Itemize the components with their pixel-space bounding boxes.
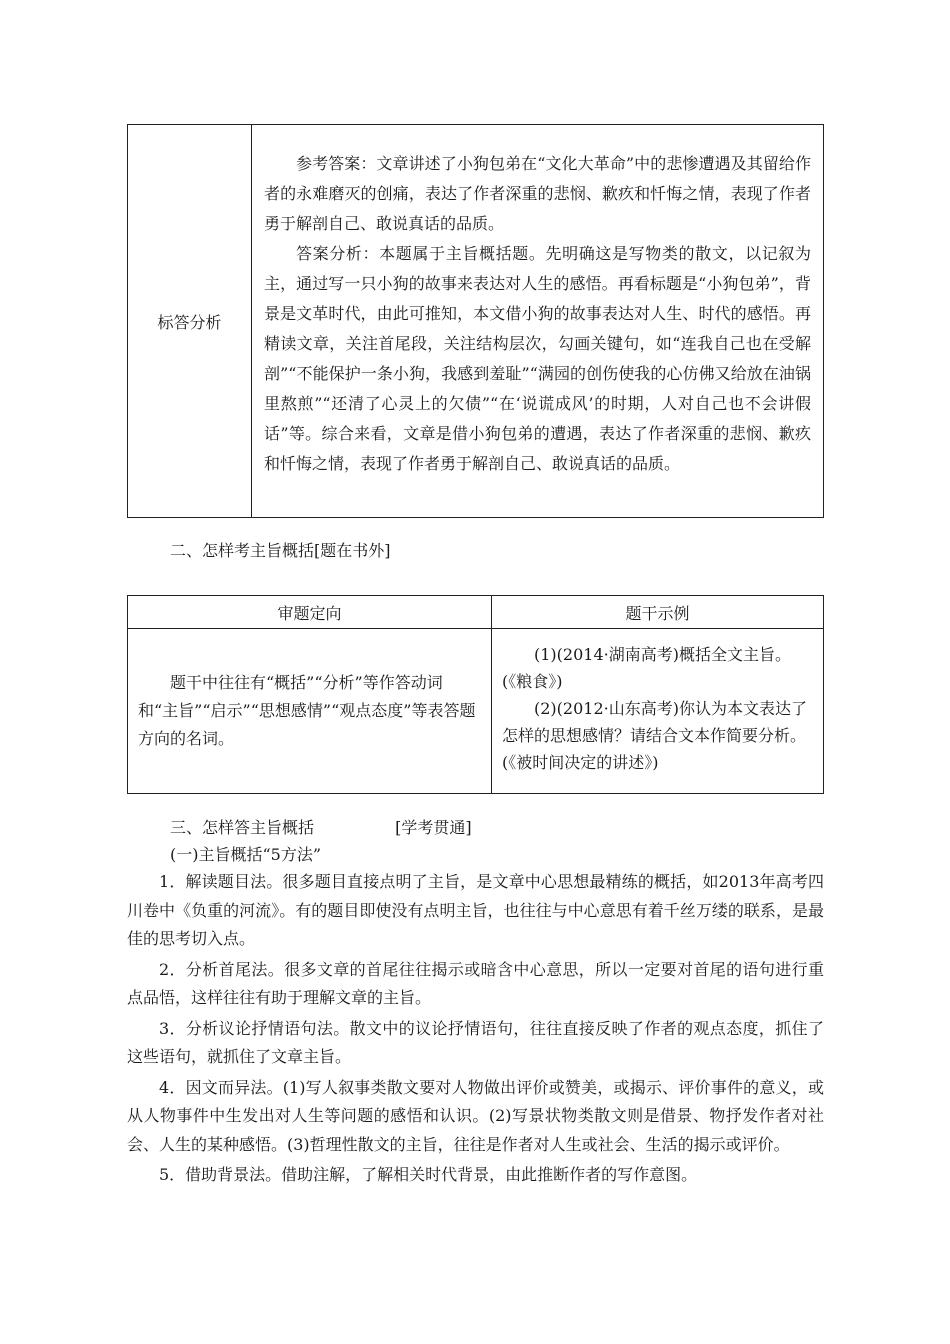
method-2: 2．分析首尾法。很多文章的首尾往往揭示或暗含中心意思，所以一定要对首尾的语句进行重点品悟，这样往往有助于理解文章的主旨。: [127, 959, 824, 1007]
method-5: 5．借助背景法。借助注解，了解相关时代背景，由此推断作者的写作意图。: [159, 1165, 698, 1184]
row-label: 标答分析: [128, 125, 252, 518]
answer-cell: [252, 125, 824, 518]
example-2: (2)(2012·山东高考)你认为本文表达了怎样的思想感情？请结合文本作简要分析。: [502, 699, 807, 745]
header-right: 题干示例: [492, 596, 824, 629]
examples-cell: [492, 629, 824, 794]
direction-cell: [128, 629, 492, 794]
method-4: 4．因文而异法。(1)写人叙事类散文要对人物做出评价或赞美，或揭示、评价事件的意义，或从人物事件中生发出对人生等问题的感悟和认识。(2)写景状物类散文则是借景、物抒发作者对社会、人生的某种感悟。(3)哲理性散文的主旨，往往是作者对人生或社会、生活的揭示或评价。: [127, 1077, 824, 1154]
header-left: 审题定向: [128, 596, 492, 629]
answer-analysis: 答案分析：本题属于主旨概括题。先明确这是写物类的散文，以记叙为主，通过写一只小狗的故事来表达对人生的感悟。再看标题是“小狗包弟”，背景是文革时代，由此可推知，本文借小狗的故事表达对人生、时代的感悟。再精读文章，关注首尾段，关注结构层次，勾画关键句，如“连我自己也在受解剖”“不能保护一条小狗，我感到羞耻”“满园的创伤使我的心仿佛又给放在油锅里熬煎”“还清了心灵上的欠债”“在‘说谎成风’的时期，人对自己也不会讲假话”等。综合来看，文章是借小狗包弟的遭遇，表达了作者深重的悲悯、歉疚和忏悔之情，表现了作者勇于解剖自己、敢说真话的品质。: [264, 244, 811, 473]
section-heading-2: 二、怎样考主旨概括[题在书外]: [170, 541, 391, 560]
subheading: (一)主旨概括“5方法”: [170, 845, 322, 864]
question-type-table: [127, 595, 824, 794]
direction-text: 题干中往往有“概括”“分析”等作答动词和“主旨”“启示”“思想感情”“观点态度”等表答题方向的名词。: [138, 673, 476, 748]
example-1-source: (《粮食》): [502, 672, 563, 691]
method-3: 3．分析议论抒情语句法。散文中的议论抒情语句，往往直接反映了作者的观点态度，抓住了这些语句，就抓住了文章主旨。: [127, 1018, 824, 1066]
reference-answer: 参考答案：文章讲述了小狗包弟在“文化大革命”中的悲惨遭遇及其留给作者的永难磨灭的创痛，表达了作者深重的悲悯、歉疚和忏悔之情，表现了作者勇于解剖自己、敢说真话的品质。: [264, 154, 811, 233]
methods-list: [127, 868, 824, 1190]
method-1: 1．解读题目法。很多题目直接点明了主旨，是文章中心思想最精练的概括，如2013年高考四川卷中《负重的河流》。有的题目即使没有点明主旨，也往往与中心意思有着千丝万缕的联系，是最佳的思考切入点。: [127, 872, 824, 948]
example-2-source: (《被时间决定的讲述》): [502, 753, 659, 772]
answer-analysis-table: [127, 124, 824, 518]
section-heading-3: 三、怎样答主旨概括 [学考贯通]: [170, 818, 472, 837]
section-tag: [学考贯通]: [395, 818, 472, 837]
example-1: (1)(2014·湖南高考)概括全文主旨。: [534, 645, 791, 664]
